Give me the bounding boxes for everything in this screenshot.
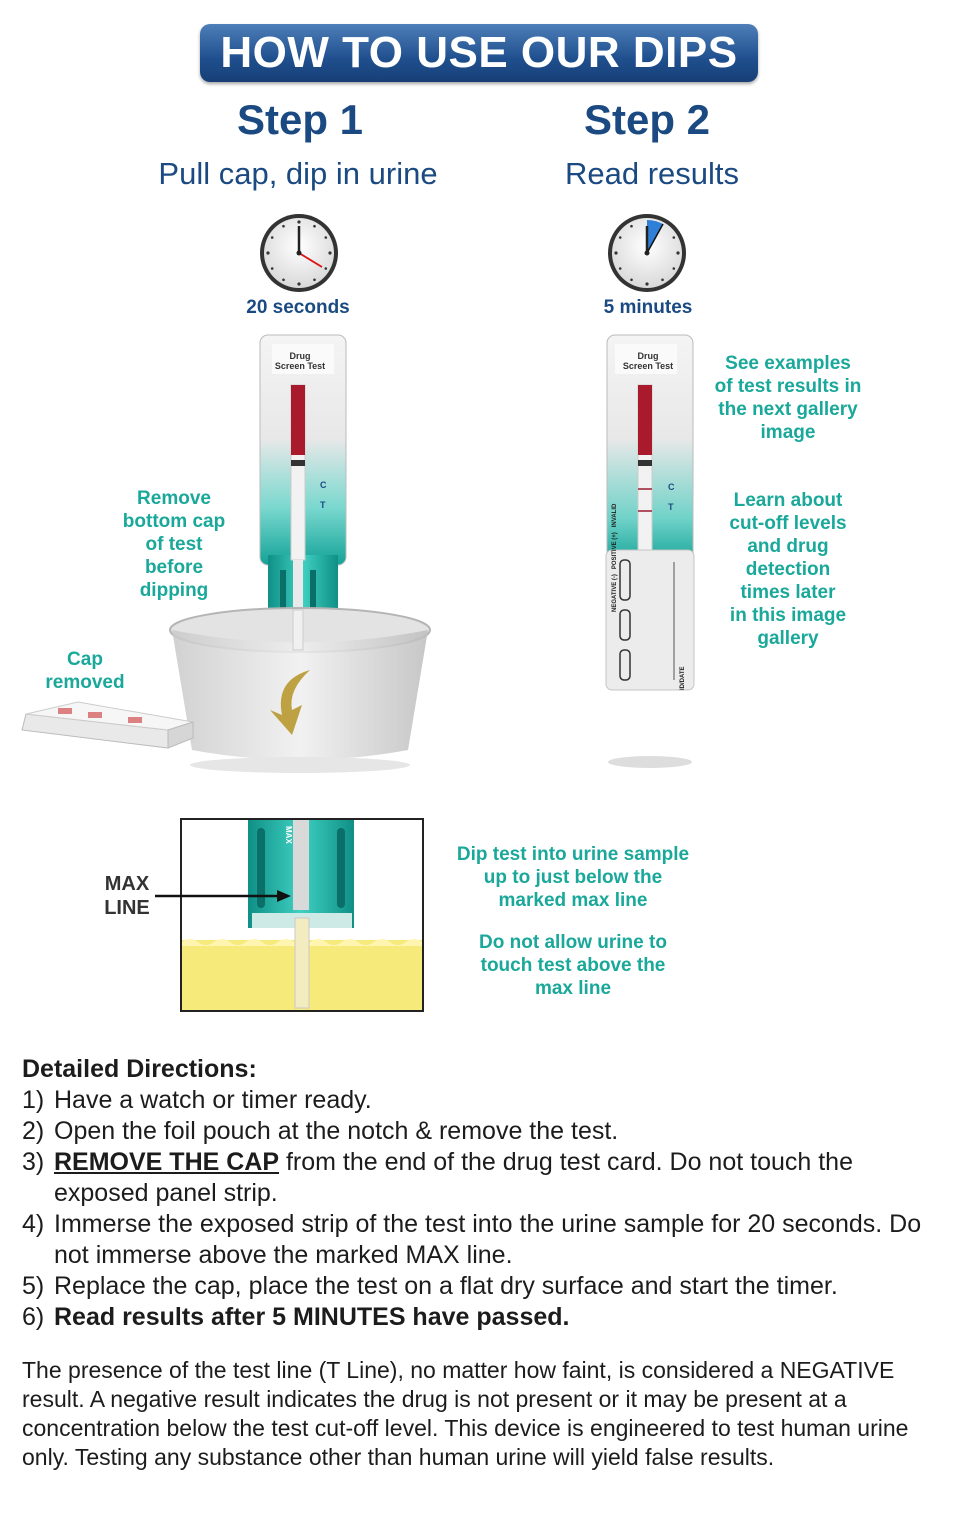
step2-device-label: Drug Screen Test: [622, 351, 674, 371]
step1-time-label: 20 seconds: [246, 297, 350, 318]
direction-item: 5) Replace the cap, place the test on a flat dry surface and start the timer.: [22, 1272, 838, 1300]
max-line-label: MAX LINE: [104, 873, 150, 919]
step1-device-label: Drug Screen Test: [274, 351, 326, 371]
direction-item: 4) Immerse the exposed strip of the test into the urine sample for 20 seconds. Do not immerse above the marked MAX line.: [22, 1210, 922, 1269]
direction-item: 3) REMOVE THE CAP from the end of the drug test card. Do not touch the exposed panel strip.: [22, 1148, 853, 1207]
direction-item: 2) Open the foil pouch at the notch & remove the test.: [22, 1117, 619, 1145]
id-date-label: ID/DATE: [680, 666, 686, 690]
page-title-banner: [200, 24, 758, 82]
step2-time-label: 5 minutes: [603, 297, 693, 318]
dip-warning-note: Do not allow urine to touch test above the max line: [479, 932, 667, 999]
max-line-detail-image: [155, 818, 425, 1013]
dip-instruction-note: Dip test into urine sample up to just below the marked max line: [456, 844, 690, 911]
detailed-directions: [22, 1054, 952, 1333]
remove-cap-note: Remove bottom cap of test before dipping: [122, 488, 226, 601]
clock-5-minutes-icon: [606, 212, 688, 294]
see-examples-note: See examples of test results in the next gallery image: [714, 353, 862, 443]
direction-item: 6) Read results after 5 MINUTES have passed.: [22, 1303, 570, 1331]
disclaimer-text: The presence of the test line (T Line), no matter how faint, is considered a NEGATIVE result. A negative result indicates the drug is not present or it may be present at a concentration below the test cut-off level. This device is engineered to test human urine only. Testing any substance other than human urine will yield false results.: [22, 1357, 909, 1470]
step2-c-mark: C: [668, 482, 675, 492]
directions-heading: Detailed Directions:: [22, 1055, 257, 1083]
page-title: HOW TO USE OUR DIPS: [220, 28, 738, 77]
cutoff-levels-note: Learn about cut-off levels and drug detection times later in this image gallery: [729, 490, 847, 649]
direction-item: 1) Have a watch or timer ready.: [22, 1086, 372, 1114]
step1-title: Step 1: [236, 96, 364, 143]
step2-subtitle: Read results: [564, 156, 740, 191]
strip-max-mark: MAX: [284, 826, 293, 844]
clock-20-seconds-icon: [258, 212, 340, 294]
step2-title: Step 2: [583, 96, 711, 143]
step1-c-mark: C: [320, 480, 327, 490]
step1-subtitle: Pull cap, dip in urine: [158, 156, 438, 191]
result-legend: NEGATIVE (-) POSITIVE (+) INVALID: [612, 503, 618, 612]
cap-removed-note: Cap removed: [45, 649, 125, 693]
step1-t-mark: T: [320, 500, 326, 510]
removed-cap-image: [18, 696, 194, 766]
step2-t-mark: T: [668, 502, 674, 512]
